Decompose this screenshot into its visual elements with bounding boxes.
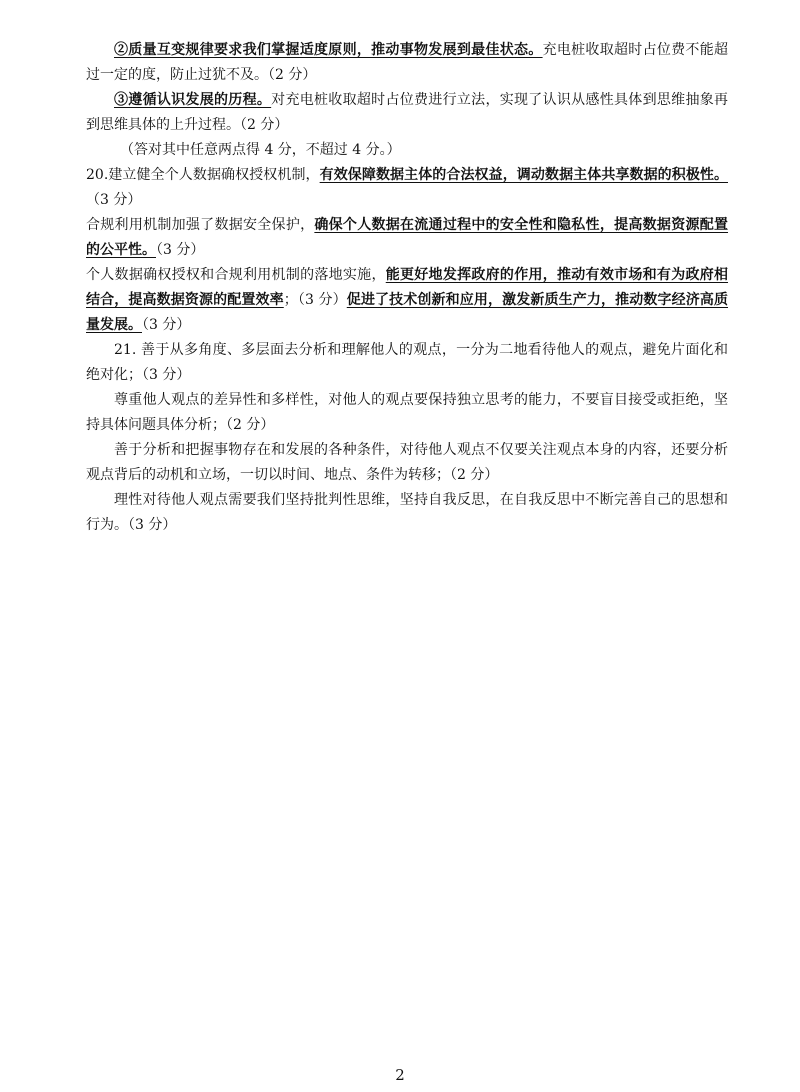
answer-paragraph-20b	[86, 213, 728, 263]
explanation: 对充电桩收取超时占位费进行立法，实现了认识从感性具体到思维抽象再到思维具体的上升过程。（2 分）	[86, 92, 729, 133]
text-span: 20.建立健全个人数据确权授权机制，	[86, 167, 320, 183]
key-point: 确保个人数据在流通过程中的安全性和隐私性，提高数据资源配置的公平性。	[86, 217, 729, 258]
answer-paragraph-20a	[86, 163, 728, 213]
answer-paragraph-21a: 21. 善于从多角度、多层面去分析和理解他人的观点，一分为二地看待他人的观点，避免片面化和绝对化；（3 分）	[86, 342, 728, 383]
page-number: 2	[395, 1066, 405, 1084]
key-point: 促进了技术创新和应用，激发新质生产力，推动数字经济高质量发展。	[86, 292, 729, 333]
key-point: ②质量互变规律要求我们掌握适度原则，推动事物发展到最佳状态。	[114, 42, 543, 58]
answer-paragraph-20c	[86, 263, 728, 338]
score: （3 分）	[86, 192, 142, 208]
answer-paragraph-2	[86, 88, 728, 138]
text-span: 个人数据确权授权和合规利用机制的落地实施，	[86, 267, 386, 283]
score: （3 分）	[156, 242, 205, 258]
scoring-note: （答对其中任意两点得 4 分，不超过 4 分。）	[120, 142, 401, 158]
key-point: 有效保障数据主体的合法权益，调动数据主体共享数据的积极性。	[319, 167, 728, 183]
answer-paragraph-21c: 善于分析和把握事物存在和发展的各种条件，对待他人观点不仅要关注观点本身的内容，还要分析观点背后的动机和立场，一切以时间、地点、条件为转移；（2 分）	[86, 442, 728, 483]
answer-paragraph-21b: 尊重他人观点的差异性和多样性，对他人的观点要保持独立思考的能力，不要盲目接受或拒绝，坚持具体问题具体分析；（2 分）	[86, 392, 728, 433]
document-body	[86, 38, 728, 538]
explanation: 充电桩收取超时占位费不能超过一定的度，防止过犹不及。（2 分）	[86, 42, 729, 83]
key-point: ③遵循认识发展的历程。	[114, 92, 272, 108]
answer-paragraph-1	[86, 38, 728, 88]
text-span: 合规利用机制加强了数据安全保护，	[86, 217, 315, 233]
key-point: 能更好地发挥政府的作用，推动有效市场和有为政府相结合，提高数据资源的配置效率	[86, 267, 729, 308]
score: （3 分）	[142, 317, 191, 333]
score: ；（3 分）	[283, 292, 347, 308]
answer-paragraph-21d: 理性对待他人观点需要我们坚持批判性思维，坚持自我反思，在自我反思中不断完善自己的思想和行为。（3 分）	[86, 492, 728, 533]
